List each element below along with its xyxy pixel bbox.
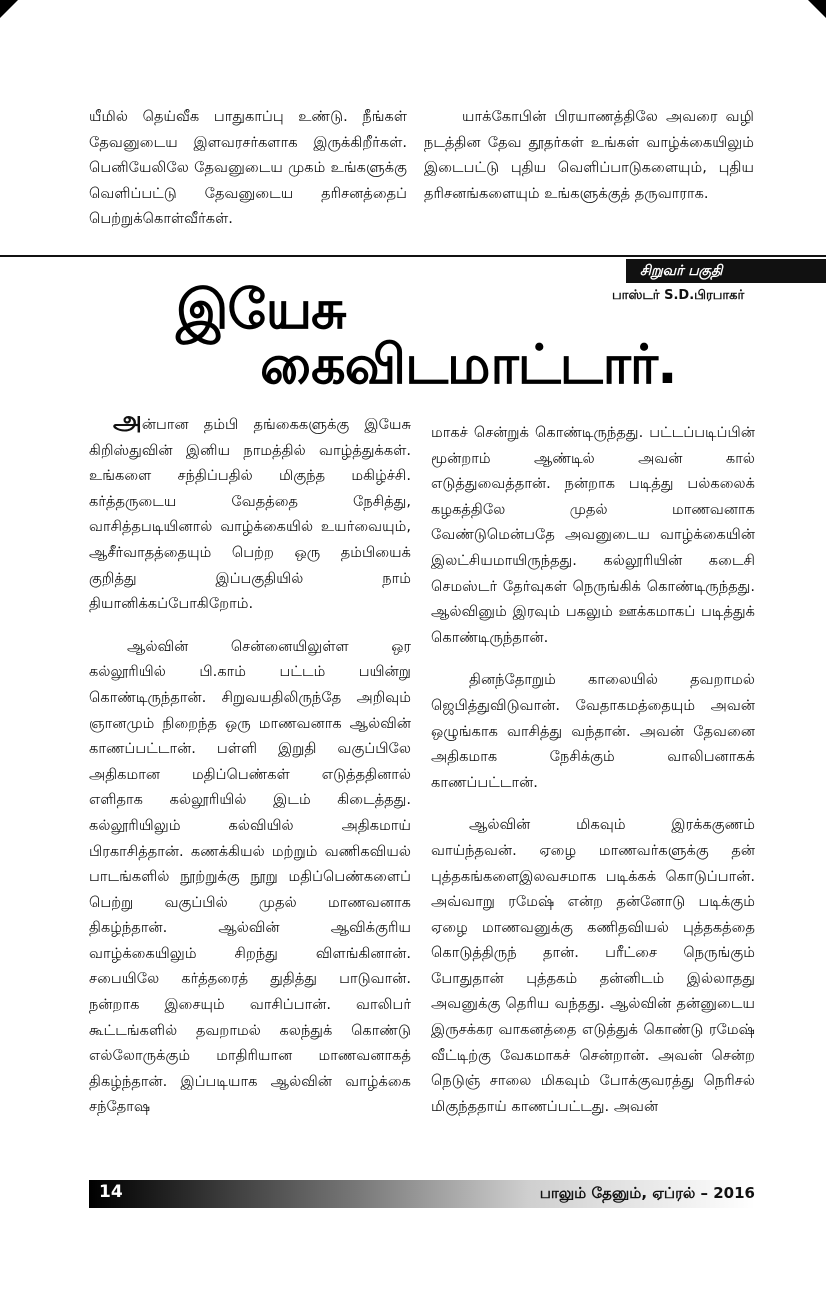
corner-mark-left: [0, 0, 18, 18]
top-right-paragraph: யாக்கோபின் பிரயாணத்திலே அவரை வழி நடத்தின தேவ தூதர்கள் உங்கள் வாழ்க்கையிலும் இடைபட்டு புதிய வெளிப்பாடுகளையும், புதிய தரிசனங்களையும் உங்களுக்குத் தருவாராக.: [424, 108, 754, 202]
article-paragraph-4: தினந்தோறும் காலையில் தவறாமல் ஜெபித்துவிடுவான். வேதாகமத்தையும் அவன் ஒழுங்காக வாசித்து வந்தான். அவன் தேவனை அதிகமாக நேசிக்கும் வாலிபனாகக் காணப்பட்டான்.: [431, 671, 755, 791]
drop-cap: அ: [113, 406, 142, 436]
issue-label: பாலும் தேனும், ஏப்ரல் – 2016: [539, 1184, 755, 1202]
headline-line-2: கைவிடமாட்டார்.: [260, 333, 677, 396]
author-byline: பாஸ்டர் S.D.பிரபாகர்: [612, 288, 745, 303]
section-tag: சிறுவர் பகுதி: [626, 259, 826, 283]
section-divider: [0, 255, 826, 257]
article-paragraph-5: ஆல்வின் மிகவும் இரக்ககுணம் வாய்ந்தவன். ஏழை மாணவர்களுக்கு தன் புத்தகங்களைஇலவசமாக படிக்கக் கொடுப்பான். அவ்வாறு ரமேஷ் என்ற தன்னோடு படிக்கும் ஏழை மாணவனுக்கு கணிதவியல் புத்தகத்தை கொடுத்திருந் தான். பரீட்சை நெருங்கும் போதுதான் புத்தகம் தன்னிடம் இல்லாதது அவனுக்கு தெரிய வந்தது. ஆல்வின் தன்னுடைய இருசக்கர வாகனத்தை எடுத்துக் கொண்டு ரமேஷ் வீட்டிற்கு வேகமாகச் சென்றான். அவன் சென்ற நெடுஞ் சாலை மிகவும் போக்குவரத்து நெரிசல் மிகுந்ததாய் காணப்பட்டது. அவன்: [431, 816, 755, 1115]
article-paragraph-1-text: ன்பான தம்பி தங்கைகளுக்கு இயேசு கிறிஸ்துவின் இனிய நாமத்தில் வாழ்த்துக்கள். உங்களை சந்திப்பதில் மிகுந்த மகிழ்ச்சி. கர்த்தருடைய வேதத்தை நேசித்து, வாசித்தபடியினால் வாழ்க்கையில் உயர்வையும், ஆசீர்வாதத்தையும் பெற்ற ஒரு தம்பியைக் குறித்து இப்பகுதியில் நாம் தியானிக்கப்போகிறோம்.: [89, 416, 411, 613]
article-paragraph-3: மாகச் சென்றுக் கொண்டிருந்தது. பட்டப்படிப்பின் மூன்றாம் ஆண்டில் அவன் கால் எடுத்துவைத்தான். நன்றாக படித்து பல்கலைக் கழகத்திலே முதல் மாணவனாக வேண்டுமென்பதே அவனுடைய வாழ்க்கையின் இலட்சியமாயிருந்தது. கல்லூரியின் கடைசி செமஸ்டர் தேர்வுகள் நெருங்கிக் கொண்டிருந்தது. ஆல்வினும் இரவும் பகலும் ஊக்கமாகப் படித்துக் கொண்டிருந்தான்.: [431, 424, 755, 646]
article-paragraph-2: ஆல்வின் சென்னையிலுள்ள ஒர கல்லூரியில் பி.காம் பட்டம் பயின்று கொண்டிருந்தான். சிறுவயதிலிருந்தே அறிவும் ஞானமும் நிறைந்த ஒரு மாணவனாக ஆல்வின் காணப்பட்டான். பள்ளி இறுதி வகுப்பிலே அதிகமான மதிப்பெண்கள் எடுத்ததினால் எளிதாக கல்லூரியில் இடம் கிடைத்தது. கல்லூரியிலும் கல்வியில் அதிகமாய் பிரகாசித்தான். கணக்கியல் மற்றும் வணிகவியல் பாடங்களில் நூற்றுக்கு நூறு மதிப்பெண்களைப் பெற்று வகுப்பில் முதல் மாணவனாக திகழ்ந்தான். ஆல்வின் ஆவிக்குரிய வாழ்க்கையிலும் சிறந்து விளங்கினான். சபையிலே கர்த்தரைத் துதித்து பாடுவான். நன்றாக இசையும் வாசிப்பான். வாலிபர் கூட்டங்களில் தவறாமல் கலந்துக் கொண்டு எல்லோருக்கும் மாதிரியான மாணவனாகத் திகழ்ந்தான். இப்படியாக ஆல்வின் வாழ்க்கை சந்தோஷ: [89, 637, 411, 1116]
article-right-column: [431, 420, 755, 1119]
top-right-column: [424, 104, 754, 206]
corner-mark-right: [808, 0, 826, 18]
top-left-column: [89, 104, 407, 232]
page-number: 14: [99, 1182, 123, 1202]
article-paragraph-1: [89, 406, 411, 617]
headline-line-1: இயேசு: [176, 278, 346, 341]
article-left-column: [89, 406, 411, 1120]
top-left-paragraph: யீமில் தெய்வீக பாதுகாப்பு உண்டு. நீங்கள் தேவனுடைய இளவரசர்களாக இருக்கிறீர்கள். பெனியேலிலே தேவனுடைய முகம் உங்களுக்கு வெளிப்பட்டு தேவனுடைய தரிசனத்தைப் பெற்றுக்கொள்வீர்கள்.: [89, 108, 407, 228]
page-footer: [89, 1180, 755, 1208]
